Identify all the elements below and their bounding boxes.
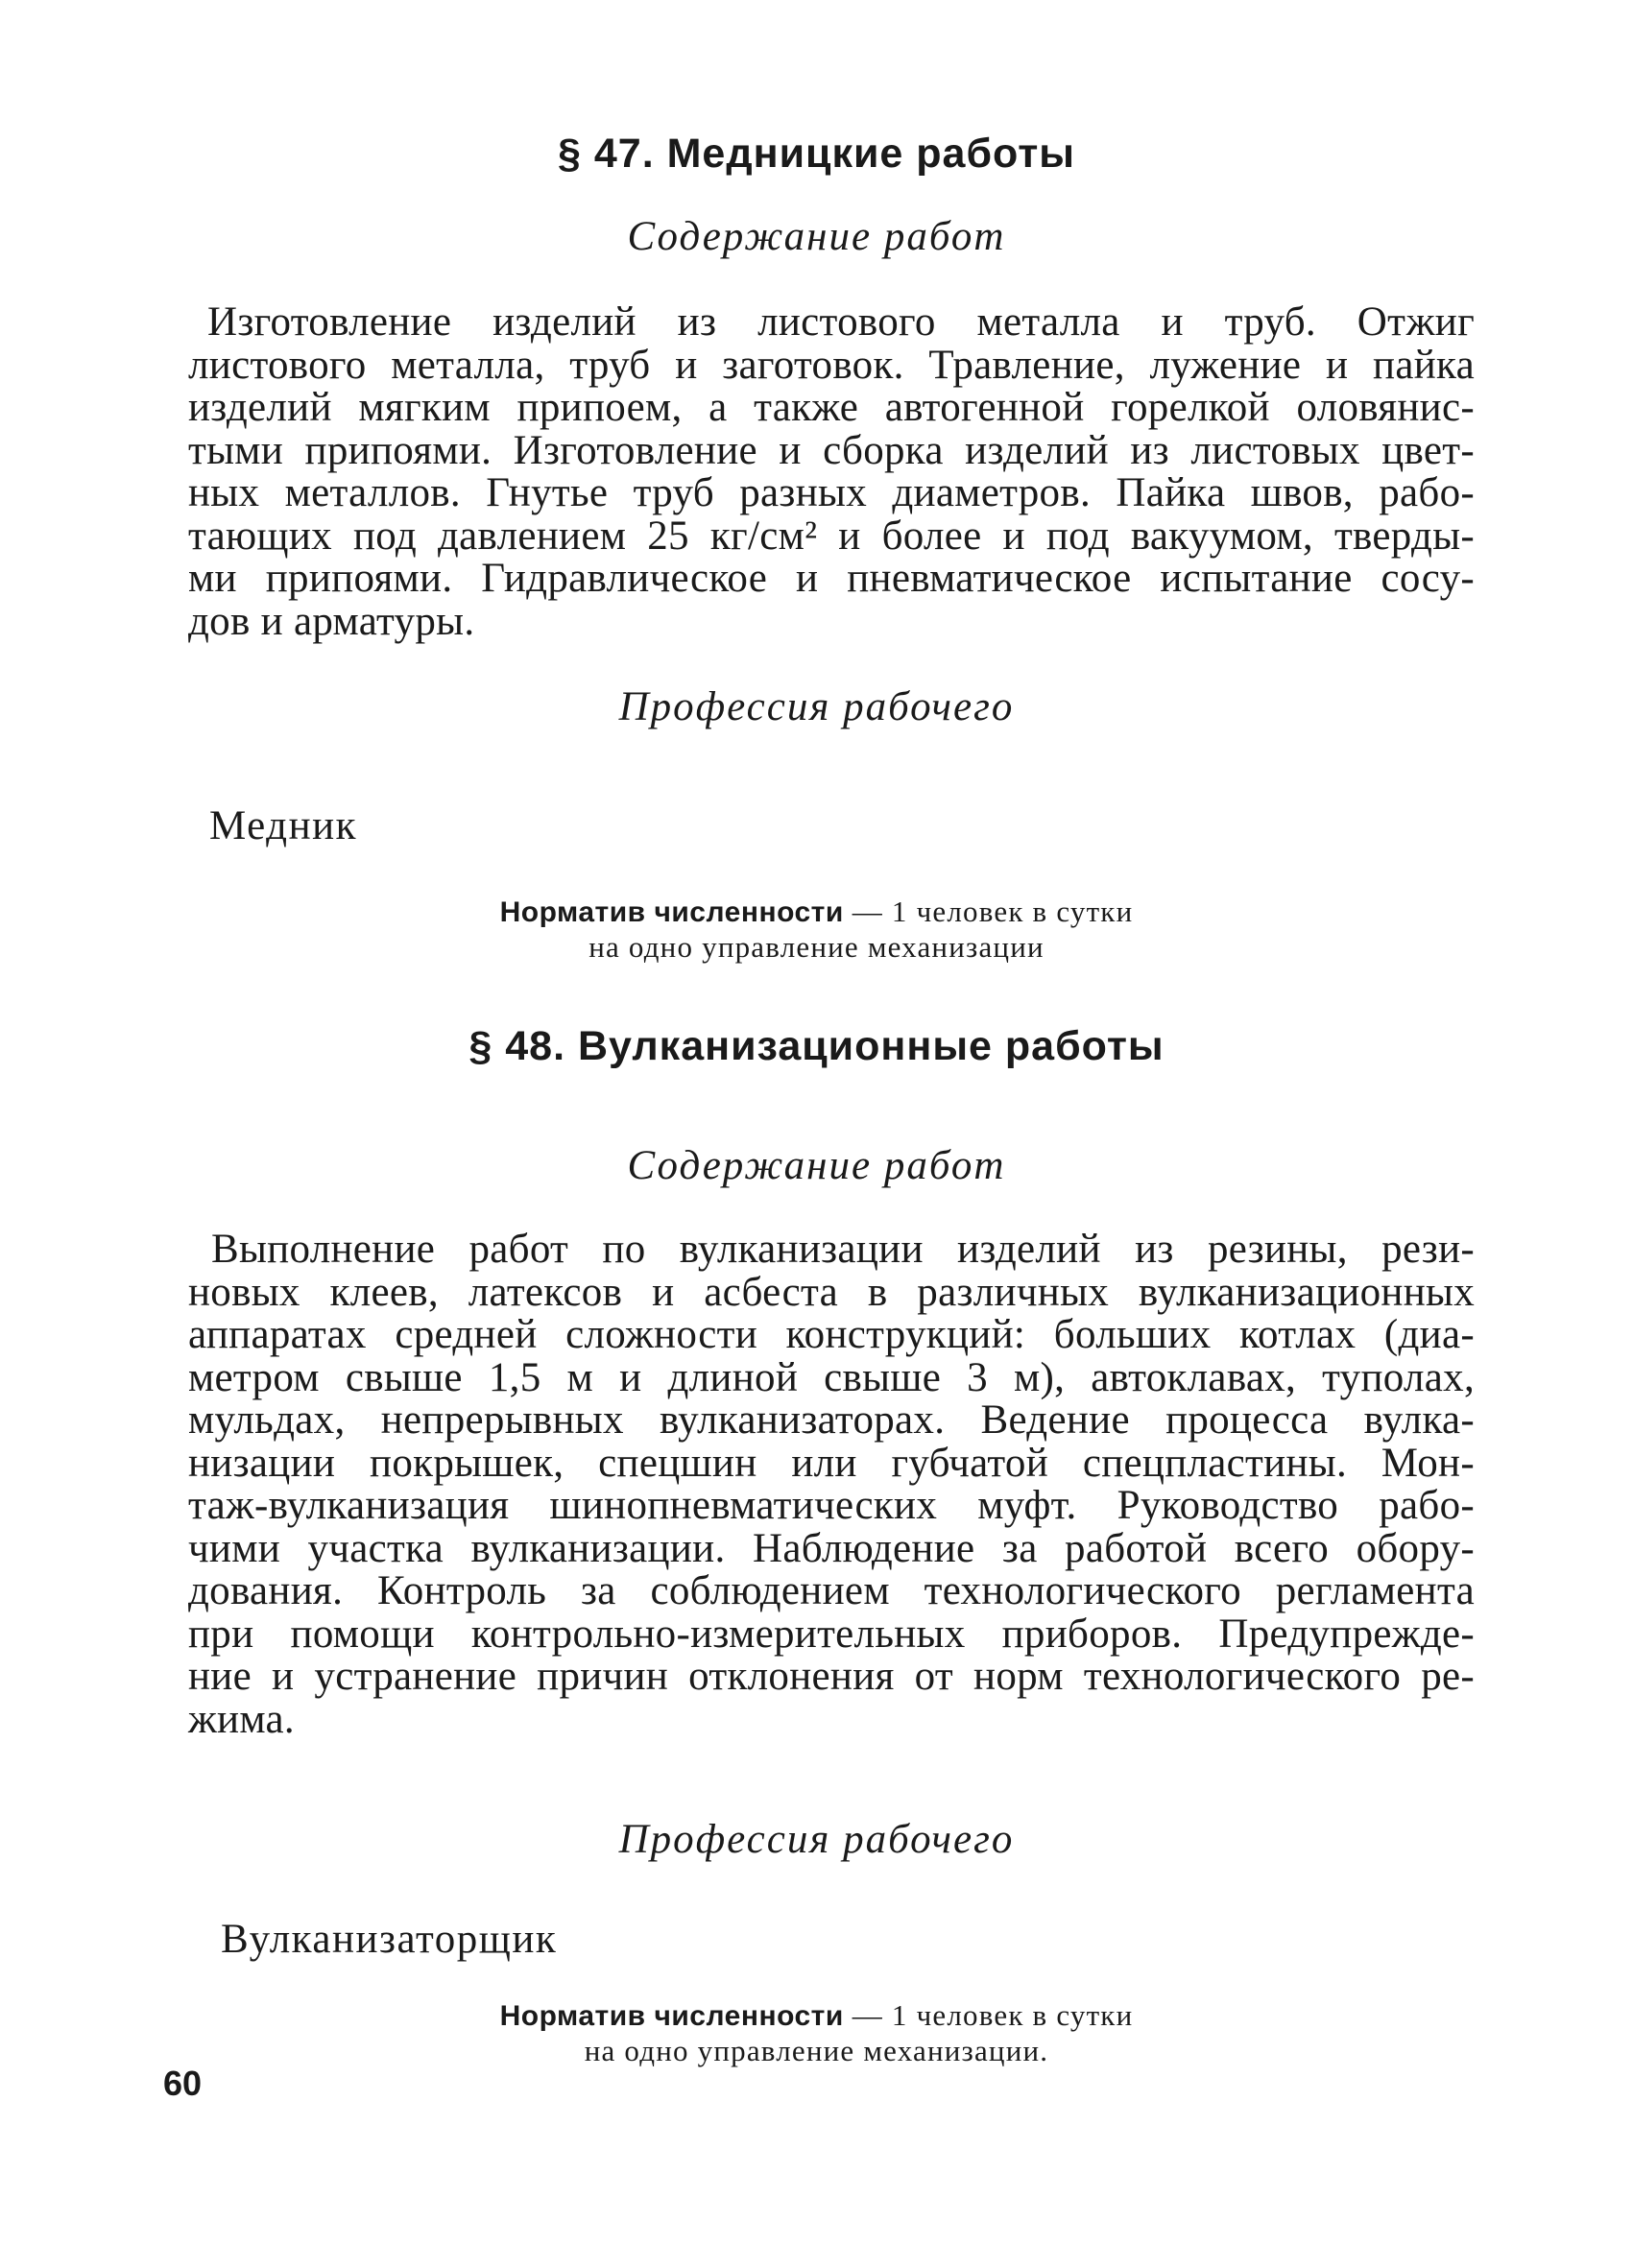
page-number: 60 [163, 2064, 203, 2103]
paragraph-line: дов и арматуры. [188, 598, 475, 644]
section-48-norm [0, 1998, 1633, 2068]
paragraph-line: тыми припоями. Изготовление и сборка изделий из листовых цвет- [188, 427, 1475, 473]
paragraph-line: низации покрышек, спецшин или губчатой спецпластины. Мон- [188, 1440, 1475, 1486]
norm-line-2: на одно управление механизации [588, 930, 1045, 964]
paragraph-line: таж-вулканизация шинопневматических муфт. Руководство рабо- [188, 1483, 1475, 1528]
section-47-title: § 47. Медницкие работы [558, 131, 1075, 177]
paragraph-line: дования. Контроль за соблюдением технологического регламента [188, 1568, 1475, 1613]
section-47-content-paragraph [188, 301, 1475, 643]
paragraph-line: ми припоями. Гидравлическое и пневматическое испытание сосу- [188, 556, 1475, 601]
section-48-title: § 48. Вулканизационные работы [468, 1023, 1165, 1069]
paragraph-line: тающих под давлением 25 кг/см² и более и под вакуумом, тверды- [188, 513, 1475, 559]
section-47-content-heading: Содержание работ [627, 214, 1006, 259]
norm-value: — 1 человек в сутки [852, 1998, 1134, 2032]
norm-line-1 [0, 1998, 1633, 2034]
norm-line-1 [0, 895, 1633, 930]
section-47-norm [0, 895, 1633, 965]
section-48-profession: Вулканизаторщик [221, 1917, 558, 1962]
paragraph-line: ных металлов. Гнутье труб разных диаметров. Пайка швов, рабо- [188, 470, 1475, 515]
paragraph-line: аппаратах средней сложности конструкций: больших котлах (диа- [188, 1312, 1475, 1357]
paragraph-line: Выполнение работ по вулканизации изделий из резины, рези- [211, 1227, 1475, 1272]
norm-label: Норматив численности [499, 896, 844, 928]
paragraph-line: мульдах, непрерывных вулканизаторах. Ведение процесса вулка- [188, 1397, 1475, 1443]
norm-line-2: на одно управление механизации. [584, 2034, 1049, 2067]
paragraph-line: при помощи контрольно-измерительных приборов. Предупрежде- [188, 1611, 1475, 1657]
paragraph-line: метром свыше 1,5 м и длиной свыше 3 м), автоклавах, туполах, [188, 1354, 1475, 1400]
section-47-profession: Медник [209, 803, 357, 848]
paragraph-line: изделий мягким припоем, а также автогенной горелкой оловянис- [188, 385, 1475, 430]
section-47-profession-heading: Профессия рабочего [618, 684, 1015, 729]
norm-value: — 1 человек в сутки [852, 895, 1134, 928]
section-48-content-heading: Содержание работ [627, 1143, 1006, 1188]
paragraph-line: ние и устранение причин отклонения от норм технологического ре- [188, 1654, 1475, 1699]
paragraph-line: новых клеев, латексов и асбеста в различных вулканизационных [188, 1269, 1475, 1315]
section-48-content-paragraph [188, 1229, 1475, 1741]
norm-label: Норматив численности [499, 2000, 844, 2032]
paragraph-line: Изготовление изделий из листового металла и труб. Отжиг [207, 299, 1475, 345]
paragraph-line: листового металла, труб и заготовок. Травление, лужение и пайка [188, 342, 1475, 388]
paragraph-line: чими участка вулканизации. Наблюдение за работой всего обору- [188, 1525, 1475, 1571]
paragraph-line: жима. [188, 1696, 295, 1742]
section-48-profession-heading: Профессия рабочего [618, 1817, 1015, 1862]
